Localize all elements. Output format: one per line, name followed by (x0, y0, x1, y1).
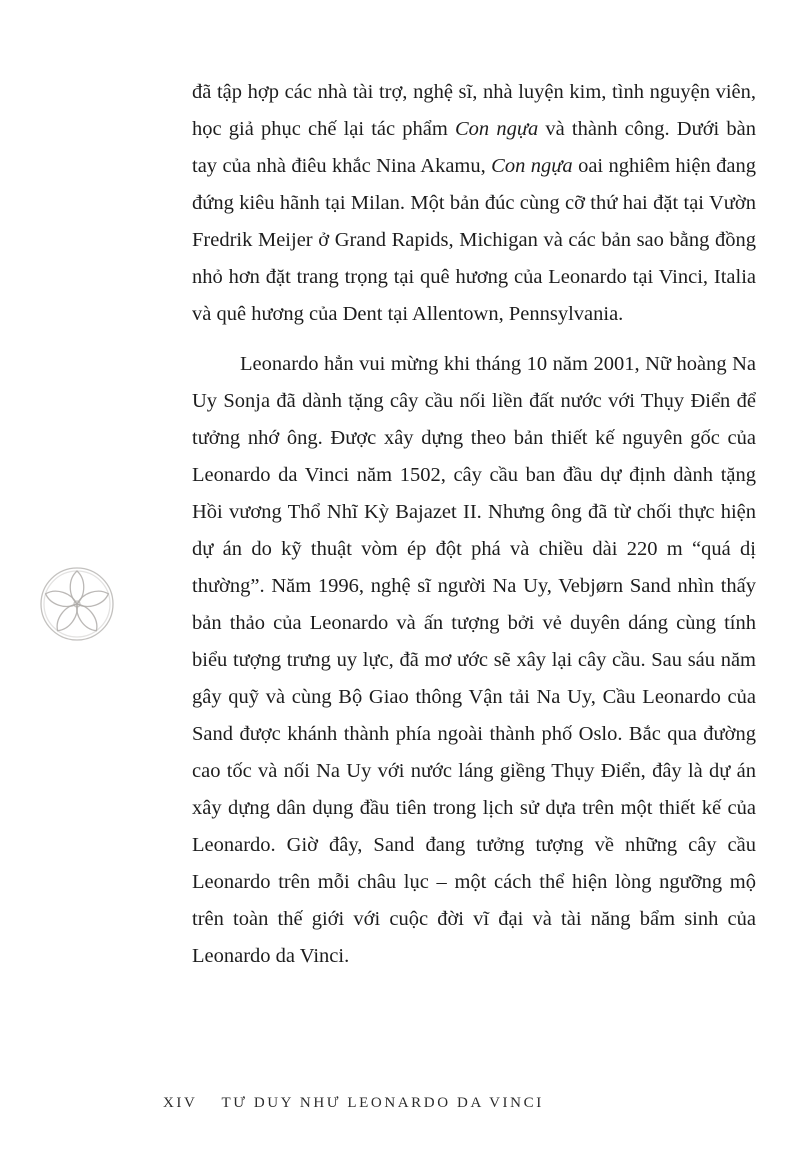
book-title-italic: Con ngựa (455, 118, 539, 140)
rosette-ornament-icon (38, 565, 116, 643)
paragraph-1-text: oai nghiêm hiện đang đứng kiêu hãnh tại Milan. Một bản đúc cùng cỡ thứ hai đặt tại Vườn Fredrik Meijer ở Grand Rapids, Michigan và các bản sao bằng đồng nhỏ hơn đặt trang trọng tại quê hương của Leonardo tại Vinci, Italia và quê hương của Dent tại Allentown, Pennsylvania. (192, 155, 756, 325)
book-title-italic: Con ngựa (491, 155, 573, 177)
paragraph-1-text: và thành công. Dưới bàn tay của nhà điêu khắc Nina Akamu, (192, 118, 756, 177)
paragraph-1-text: đã tập hợp các nhà tài trợ, nghệ sĩ, nhà luyện kim, tình nguyện viên, học giả phục chế lại tác phẩm (192, 81, 756, 140)
running-title: TƯ DUY NHƯ LEONARDO DA VINCI (221, 1095, 544, 1111)
paragraph-2: Leonardo hẳn vui mừng khi tháng 10 năm 2001, Nữ hoàng Na Uy Sonja đã dành tặng cây cầu nối liền đất nước với Thụy Điển để tưởng nhớ ông. Được xây dựng theo bản thiết kế nguyên gốc của Leonardo da Vinci năm 1502, cây cầu ban đầu dự định dành tặng Hồi vương Thổ Nhĩ Kỳ Bajazet II. Nhưng ông đã từ chối thực hiện dự án do kỹ thuật vòm ép đột phá và chiều dài 220 m “quá dị thường”. Năm 1996, nghệ sĩ người Na Uy, Vebjørn Sand nhìn thấy bản thảo của Leonardo và ấn tượng bởi vẻ duyên dáng cùng tính biểu tượng trưng uy lực, đã mơ ước sẽ xây lại cây cầu. Sau sáu năm gây quỹ và cùng Bộ Giao thông Vận tải Na Uy, Cầu Leonardo của Sand được khánh thành phía ngoài thành phố Oslo. Bắc qua đường cao tốc và nối Na Uy với nước láng giềng Thụy Điển, đây là dự án xây dựng dân dụng đầu tiên trong lịch sử dựa trên một thiết kế của Leonardo. Giờ đây, Sand đang tưởng tượng về những cây cầu Leonardo trên mỗi châu lục – một cách thể hiện lòng ngưỡng mộ trên toàn thế giới với cuộc đời vĩ đại và tài năng bẩm sinh của Leonardo da Vinci. (192, 353, 756, 967)
page-number: XIV (163, 1095, 198, 1111)
page-text (192, 74, 756, 975)
page-footer (163, 1095, 544, 1112)
paragraph-1 (192, 74, 756, 333)
